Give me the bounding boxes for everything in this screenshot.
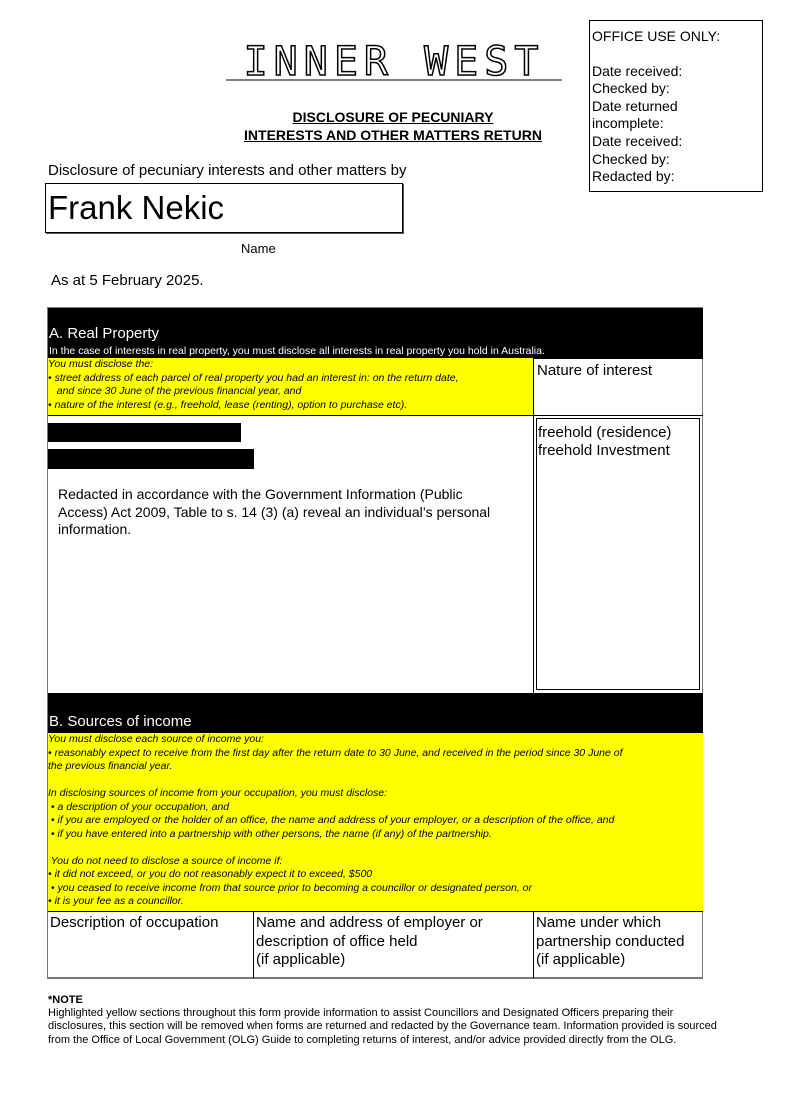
guidance-line: You do not need to disclose a source of income if: (48, 854, 283, 867)
guidance-line: • nature of the interest (e.g., freehold, lease (renting), option to purchase etc). (48, 398, 408, 411)
office-use-line: Date returned (592, 97, 678, 114)
guidance-line: • it did not exceed, or you do not reasonably expect it to exceed, $500 (48, 868, 373, 880)
guidance-line: You must disclose the: (48, 358, 154, 370)
office-use-line: Redacted by: (592, 168, 675, 185)
as-at-date: As at 5 February 2025. (51, 272, 204, 289)
guidance-line: and since 30 June of the previous financial year, and (48, 385, 302, 397)
redaction-block (48, 423, 241, 442)
guidance-line (48, 841, 703, 855)
header-line: description of office held (256, 932, 418, 950)
guidance-line: • it is your fee as a councillor. (48, 895, 184, 907)
section-b-title: B. Sources of income (49, 713, 192, 730)
office-use-line: Date received: (592, 62, 683, 79)
nature-value: freehold Investment (538, 442, 670, 459)
form-title (200, 108, 586, 144)
office-use-heading: OFFICE USE ONLY: (592, 28, 721, 44)
header-line: Name under which (536, 914, 662, 931)
logo-wordmark: INNER WEST (243, 42, 545, 82)
header-line: (if applicable) (536, 951, 626, 968)
header-line: Name and address of employer or (256, 914, 483, 931)
name-field[interactable]: Frank Nekic (45, 183, 403, 233)
section-a-subtitle: In the case of interests in real property, you must disclose all interests in real property you hold in Australia. (49, 345, 545, 357)
guidance-line: • you ceased to receive income from that source prior to becoming a councillor or designated person, or (48, 881, 533, 894)
form-title-line-1: DISCLOSURE OF PECUNIARY (292, 109, 494, 125)
note-body: Highlighted yellow sections throughout this form provide information to assist Councillors and Designated Officers preparing their disclosures, this section will be removed when forms are returned and redacted by the Governance team. Information provided is sourced from the Office of Local Government (OLG) Guide to completing returns of interest, and/or advice provided directly from the OLG. (48, 1007, 717, 1046)
section-a-guidance (48, 358, 533, 415)
redaction-note: Redacted in accordance with the Government Information (Public Access) Act 2009, Table to s. 14 (3) (a) reveal an individual’s personal information. (58, 486, 491, 537)
divider (533, 415, 534, 693)
partnership-column-header (533, 912, 703, 978)
office-use-box (589, 20, 763, 192)
guidance-line: • reasonably expect to receive from the first day after the return date to 30 June, and received in the period since 30 June of (48, 746, 623, 759)
disclosure-by-label: Disclosure of pecuniary interests and other matters by (48, 162, 407, 179)
note-heading: *NOTE (48, 994, 83, 1006)
nature-value: freehold (residence) (538, 424, 672, 441)
guidance-line: • if you have entered into a partnership with other persons, the name (if any) of the partnership. (48, 827, 492, 840)
divider (48, 415, 703, 416)
guidance-line: In disclosing sources of income from your occupation, you must disclose: (48, 787, 388, 799)
occupation-column-header: Description of occupation (50, 914, 219, 931)
nature-of-interest-header: Nature of interest (533, 358, 703, 416)
office-use-line: Checked by: (592, 80, 670, 97)
nature-of-interest-field[interactable] (536, 418, 700, 690)
guidance-line: • street address of each parcel of real property you had an interest in: on the return date, (48, 371, 459, 384)
office-use-line: Checked by: (592, 150, 670, 167)
redaction-block (48, 449, 254, 469)
guidance-line: the previous financial year. (48, 760, 173, 772)
section-a-title: A. Real Property (49, 325, 160, 342)
header-line: (if applicable) (256, 951, 346, 968)
guidance-line: • if you are employed or the holder of an office, the name and address of your employer, or a description of the office, and (48, 814, 615, 826)
office-use-line: Date received: (592, 132, 683, 149)
inner-west-logo (226, 42, 562, 82)
form-title-line-2: INTERESTS AND OTHER MATTERS RETURN (244, 127, 542, 143)
header-line: partnership conducted (536, 932, 685, 950)
guidance-line: You must disclose each source of income you: (48, 733, 264, 745)
guidance-line: • a description of your occupation, and (48, 800, 230, 813)
office-use-line: incomplete: (592, 115, 664, 132)
guidance-line (48, 774, 703, 788)
name-caption: Name (241, 241, 276, 256)
employer-column-header (253, 912, 533, 978)
section-b-guidance (48, 733, 703, 911)
